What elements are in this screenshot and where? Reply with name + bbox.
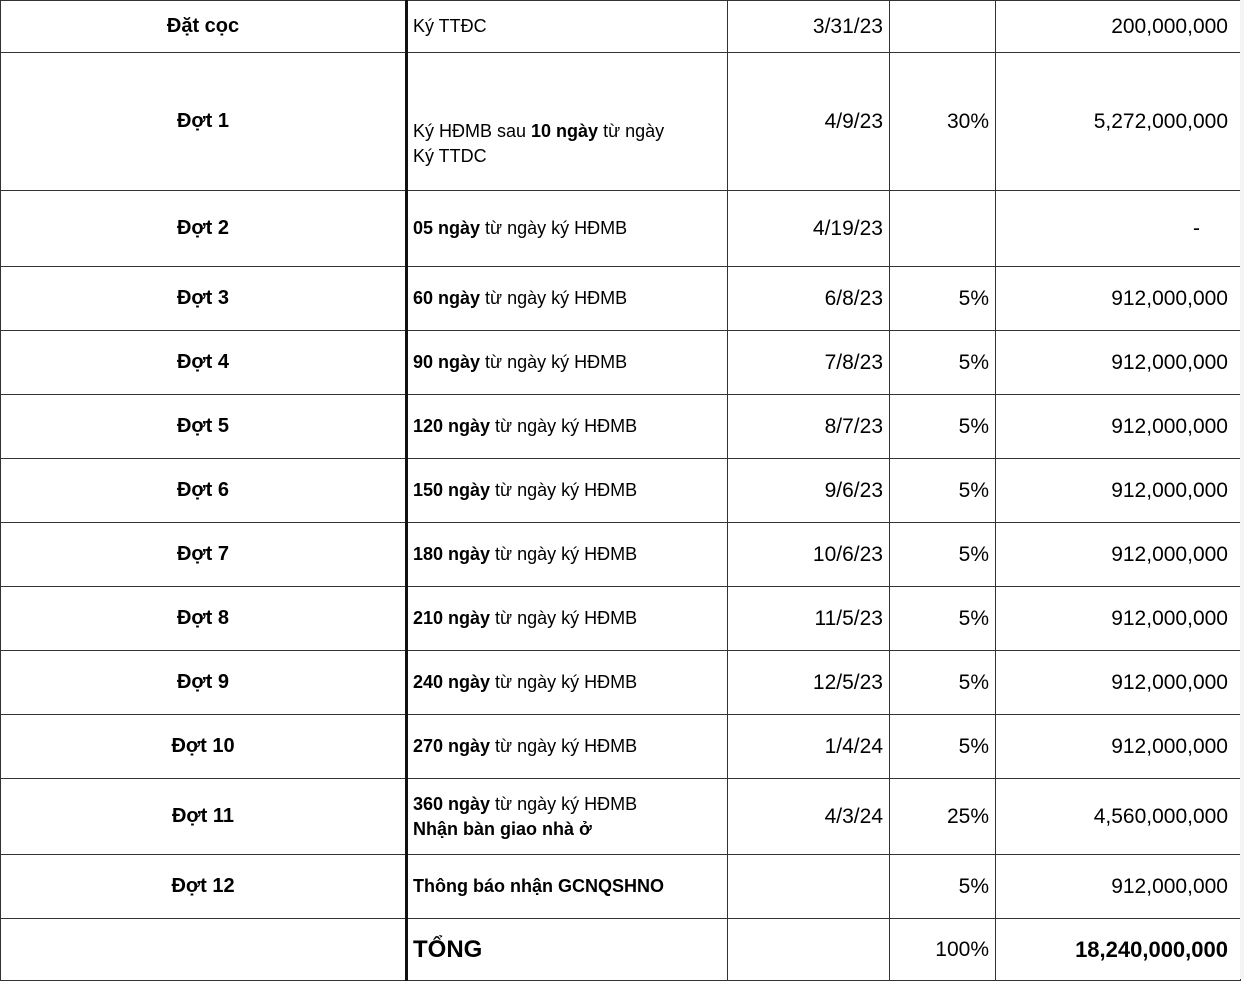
condition-line xyxy=(413,817,721,842)
condition-bold-text: 10 ngày xyxy=(531,121,599,141)
table-row xyxy=(1,651,1241,715)
condition-text: Ký TTĐC xyxy=(413,16,487,36)
condition-cell xyxy=(407,267,728,331)
due-date-cell: 8/7/23 xyxy=(728,395,890,459)
condition-bold-text: 180 ngày xyxy=(413,544,491,564)
condition-text: từ ngày ký HĐMB xyxy=(490,793,638,814)
due-date-cell: 1/4/24 xyxy=(728,715,890,779)
due-date-cell: 11/5/23 xyxy=(728,587,890,651)
condition-text: từ ngày ký HĐMB xyxy=(490,736,638,756)
percent-cell: 5% xyxy=(890,651,996,715)
table-row xyxy=(1,331,1241,395)
condition-line xyxy=(413,670,721,695)
percent-cell: 5% xyxy=(890,395,996,459)
table-row xyxy=(1,1,1241,53)
condition-text: từ ngày ký HĐMB xyxy=(490,416,638,436)
condition-line xyxy=(413,119,721,144)
condition-line xyxy=(413,144,721,169)
percent-cell: 5% xyxy=(890,331,996,395)
condition-cell xyxy=(407,331,728,395)
amount-cell: 200,000,000 xyxy=(996,1,1241,53)
condition-cell xyxy=(407,395,728,459)
condition-bold-text: 210 ngày xyxy=(413,608,491,628)
condition-line xyxy=(413,216,721,241)
condition-text: từ ngày ký HĐMB xyxy=(490,480,638,500)
stage-cell: Đợt 2 xyxy=(1,191,407,267)
condition-bold-text: 60 ngày xyxy=(413,288,481,308)
stage-cell: Đợt 4 xyxy=(1,331,407,395)
amount-cell: 912,000,000 xyxy=(996,395,1241,459)
condition-bold-text: 360 ngày xyxy=(413,793,491,814)
amount-cell: 912,000,000 xyxy=(996,587,1241,651)
percent-cell: 5% xyxy=(890,587,996,651)
due-date-cell: 4/3/24 xyxy=(728,779,890,855)
table-row xyxy=(1,191,1241,267)
due-date-cell xyxy=(728,855,890,919)
amount-cell: 912,000,000 xyxy=(996,331,1241,395)
stage-cell: Đợt 9 xyxy=(1,651,407,715)
condition-line xyxy=(413,792,721,817)
percent-cell: 25% xyxy=(890,779,996,855)
amount-cell: 912,000,000 xyxy=(996,267,1241,331)
condition-text: từ ngày ký HĐMB xyxy=(490,672,638,692)
condition-cell xyxy=(407,523,728,587)
condition-text: từ ngày xyxy=(598,121,665,141)
amount-cell: 912,000,000 xyxy=(996,459,1241,523)
condition-text: từ ngày ký HĐMB xyxy=(490,608,638,628)
due-date-cell: 12/5/23 xyxy=(728,651,890,715)
total-date-empty-cell xyxy=(728,919,890,981)
percent-cell: 5% xyxy=(890,715,996,779)
condition-line xyxy=(413,542,721,567)
condition-line xyxy=(413,414,721,439)
condition-text: từ ngày ký HĐMB xyxy=(480,352,628,372)
condition-cell xyxy=(407,651,728,715)
amount-cell: 4,560,000,000 xyxy=(996,779,1241,855)
stage-cell: Đợt 1 xyxy=(1,53,407,191)
due-date-cell: 4/9/23 xyxy=(728,53,890,191)
total-empty-cell xyxy=(1,919,407,981)
percent-cell: 5% xyxy=(890,459,996,523)
percent-cell: 5% xyxy=(890,267,996,331)
amount-cell: 912,000,000 xyxy=(996,855,1241,919)
condition-bold-text: 240 ngày xyxy=(413,672,491,692)
stage-cell: Đợt 5 xyxy=(1,395,407,459)
table-row xyxy=(1,267,1241,331)
condition-text: từ ngày ký HĐMB xyxy=(490,544,638,564)
condition-cell xyxy=(407,459,728,523)
table-row xyxy=(1,779,1241,855)
condition-text: Ký TTDC xyxy=(413,146,487,166)
percent-cell: 30% xyxy=(890,53,996,191)
amount-cell: 5,272,000,000 xyxy=(996,53,1241,191)
condition-bold-text: Thông báo nhận GCNQSHNO xyxy=(413,876,664,896)
percent-cell xyxy=(890,191,996,267)
total-row xyxy=(1,919,1241,981)
table-row xyxy=(1,855,1241,919)
table-row xyxy=(1,523,1241,587)
stage-cell: Đợt 11 xyxy=(1,779,407,855)
amount-cell: 912,000,000 xyxy=(996,523,1241,587)
condition-bold-text: 05 ngày xyxy=(413,218,481,238)
condition-line xyxy=(413,606,721,631)
condition-text: từ ngày ký HĐMB xyxy=(480,218,628,238)
table-row xyxy=(1,53,1241,191)
payment-rows xyxy=(1,1,1241,981)
condition-line xyxy=(413,874,721,899)
condition-line xyxy=(413,350,721,375)
due-date-cell: 7/8/23 xyxy=(728,331,890,395)
total-percent: 100% xyxy=(890,919,996,981)
amount-cell: 912,000,000 xyxy=(996,651,1241,715)
condition-line xyxy=(413,14,721,39)
due-date-cell: 10/6/23 xyxy=(728,523,890,587)
sheet-right-edge xyxy=(1240,0,1244,979)
amount-cell: - xyxy=(996,191,1241,267)
total-label: TỔNG xyxy=(407,919,728,981)
condition-cell xyxy=(407,191,728,267)
condition-bold-text: Nhận bàn giao nhà ở xyxy=(413,818,592,839)
condition-bold-text: 90 ngày xyxy=(413,352,481,372)
condition-cell xyxy=(407,1,728,53)
due-date-cell: 6/8/23 xyxy=(728,267,890,331)
due-date-cell: 9/6/23 xyxy=(728,459,890,523)
total-amount: 18,240,000,000 xyxy=(996,919,1241,981)
stage-cell: Đợt 12 xyxy=(1,855,407,919)
condition-text: từ ngày ký HĐMB xyxy=(480,288,628,308)
amount-cell: 912,000,000 xyxy=(996,715,1241,779)
table-row xyxy=(1,715,1241,779)
percent-cell: 5% xyxy=(890,523,996,587)
stage-cell: Đợt 3 xyxy=(1,267,407,331)
percent-cell: 5% xyxy=(890,855,996,919)
stage-cell: Đặt cọc xyxy=(1,1,407,53)
stage-cell: Đợt 8 xyxy=(1,587,407,651)
condition-line xyxy=(413,734,721,759)
table-row xyxy=(1,459,1241,523)
condition-cell xyxy=(407,715,728,779)
condition-cell xyxy=(407,779,728,855)
stage-cell: Đợt 6 xyxy=(1,459,407,523)
condition-cell xyxy=(407,587,728,651)
due-date-cell: 4/19/23 xyxy=(728,191,890,267)
condition-bold-text: 150 ngày xyxy=(413,480,491,500)
due-date-cell: 3/31/23 xyxy=(728,1,890,53)
condition-bold-text: 120 ngày xyxy=(413,416,491,436)
stage-cell: Đợt 10 xyxy=(1,715,407,779)
table-row xyxy=(1,395,1241,459)
percent-cell xyxy=(890,1,996,53)
condition-text: Ký HĐMB sau xyxy=(413,121,532,141)
condition-cell xyxy=(407,855,728,919)
stage-cell: Đợt 7 xyxy=(1,523,407,587)
condition-line xyxy=(413,286,721,311)
table-row xyxy=(1,587,1241,651)
condition-bold-text: 270 ngày xyxy=(413,736,491,756)
condition-line xyxy=(413,478,721,503)
condition-cell xyxy=(407,53,728,191)
